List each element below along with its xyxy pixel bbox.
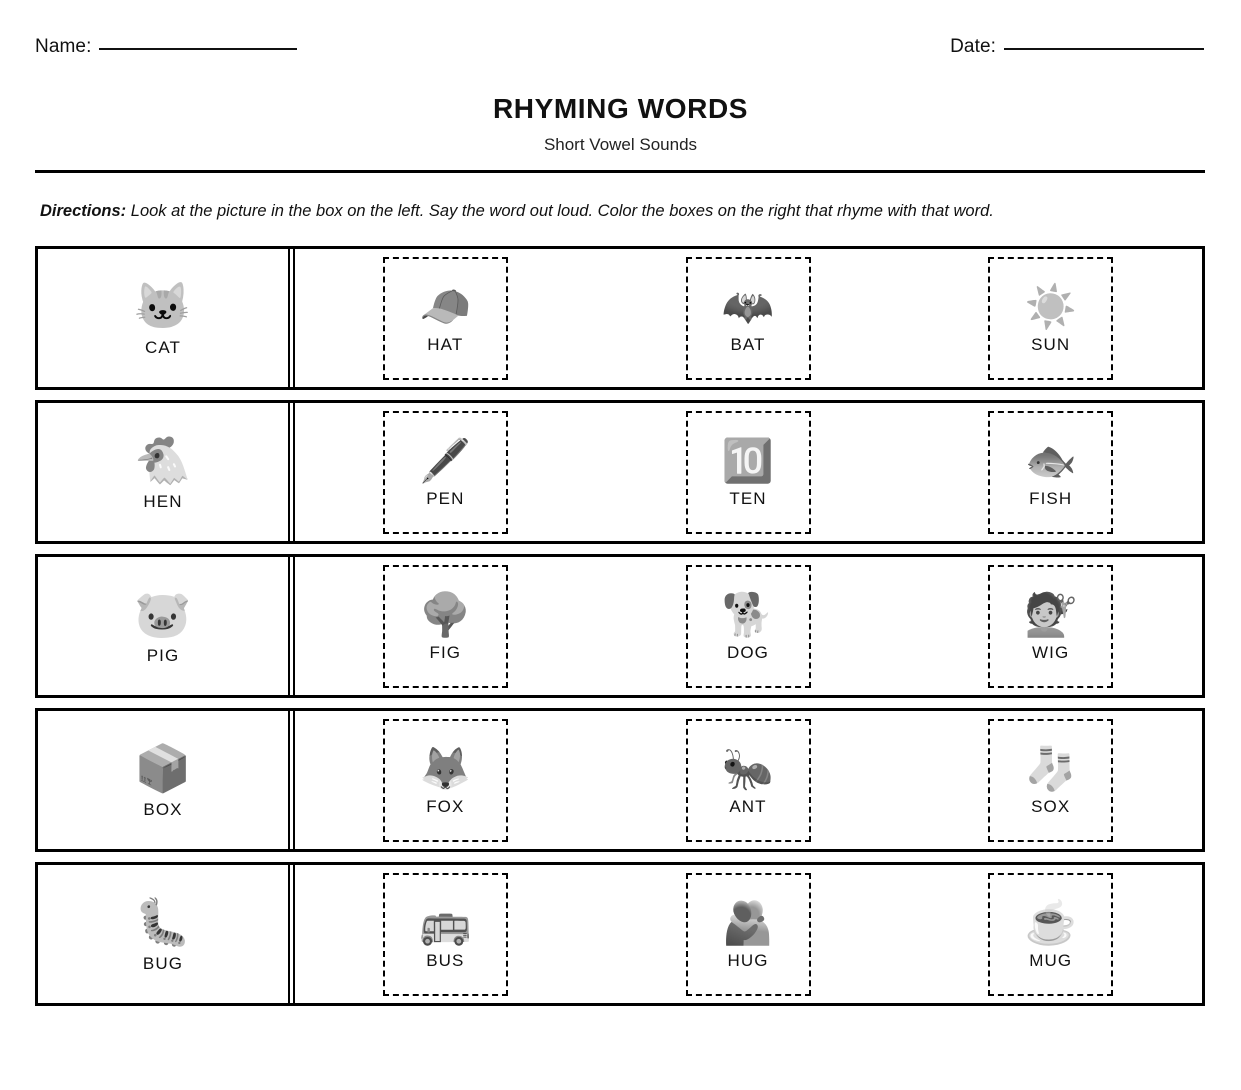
choice-word: FOX xyxy=(426,797,465,816)
cat-face-icon: 🐱 xyxy=(134,280,192,332)
choice-box[interactable] xyxy=(686,719,811,842)
date-field[interactable] xyxy=(950,36,1204,58)
choice-word: SUN xyxy=(1031,335,1071,354)
fish-icon: 🐟 xyxy=(1024,437,1077,484)
haircut-icon: 💇 xyxy=(1024,591,1077,638)
billed-cap-icon: 🧢 xyxy=(419,283,472,330)
option-slot xyxy=(597,873,900,996)
directions xyxy=(40,200,1210,222)
ant-icon: 🐜 xyxy=(721,745,775,792)
choice-word: PEN xyxy=(426,489,465,508)
choice-box[interactable] xyxy=(383,565,508,688)
option-slot xyxy=(294,411,597,534)
caterpillar-bug-icon: 🐛 xyxy=(134,896,192,948)
worksheet-row xyxy=(35,862,1205,1006)
worksheet-row xyxy=(35,400,1205,544)
page-subtitle: Short Vowel Sounds xyxy=(543,135,698,154)
option-slot xyxy=(899,719,1202,842)
prompt-cell xyxy=(38,557,288,695)
choice-box[interactable] xyxy=(383,411,508,534)
option-slot xyxy=(597,411,900,534)
package-box-icon: 📦 xyxy=(134,742,192,794)
tree-icon: 🌳 xyxy=(419,591,472,638)
choice-word: TEN xyxy=(729,489,767,508)
choice-word: BUS xyxy=(426,951,465,970)
prompt-cell xyxy=(38,403,288,541)
keycap-ten-icon: 🔟 xyxy=(721,437,775,484)
choice-box[interactable] xyxy=(988,565,1113,688)
choice-box[interactable] xyxy=(686,873,811,996)
choice-box[interactable] xyxy=(383,873,508,996)
prompt-cell xyxy=(38,711,288,849)
choice-box[interactable] xyxy=(988,873,1113,996)
fox-face-icon: 🦊 xyxy=(419,745,472,792)
choice-word: FISH xyxy=(1029,489,1073,508)
prompt-item xyxy=(134,432,191,512)
prompt-cell xyxy=(38,865,288,1003)
choice-word: BAT xyxy=(730,335,766,354)
directions-label: Directions: xyxy=(40,202,127,220)
choice-box[interactable] xyxy=(686,411,811,534)
options-cell xyxy=(294,403,1202,541)
name-field[interactable] xyxy=(35,36,297,58)
choice-word: FIG xyxy=(429,643,462,662)
option-slot xyxy=(899,873,1202,996)
options-cell xyxy=(294,249,1202,387)
socks-icon: 🧦 xyxy=(1024,745,1077,792)
choice-box[interactable] xyxy=(988,411,1113,534)
dog-icon: 🐕 xyxy=(721,591,775,638)
name-date-row xyxy=(35,36,1206,66)
prompt-word: BOX xyxy=(143,800,183,819)
prompt-cell xyxy=(38,249,288,387)
option-slot xyxy=(899,257,1202,380)
worksheet-row xyxy=(35,708,1205,852)
hot-beverage-mug-icon: ☕ xyxy=(1024,899,1077,946)
option-slot xyxy=(899,565,1202,688)
choice-box[interactable] xyxy=(686,257,811,380)
option-slot xyxy=(294,719,597,842)
name-label: Name: xyxy=(35,36,92,57)
choice-box[interactable] xyxy=(686,565,811,688)
page-title: RHYMING WORDS xyxy=(492,93,749,124)
chicken-icon: 🐔 xyxy=(134,434,192,486)
choice-box[interactable] xyxy=(988,257,1113,380)
prompt-word: CAT xyxy=(144,338,182,357)
title-divider xyxy=(35,170,1205,173)
option-slot xyxy=(294,873,597,996)
worksheet-rows xyxy=(35,246,1205,1006)
prompt-word: HEN xyxy=(143,492,183,511)
choice-box[interactable] xyxy=(383,719,508,842)
choice-word: WIG xyxy=(1032,643,1070,662)
bus-icon: 🚌 xyxy=(419,899,472,946)
option-slot xyxy=(294,257,597,380)
option-slot xyxy=(597,257,900,380)
bat-icon: 🦇 xyxy=(721,283,775,330)
date-write-line[interactable] xyxy=(1004,47,1204,50)
option-slot xyxy=(294,565,597,688)
prompt-item xyxy=(134,586,191,666)
date-label: Date: xyxy=(950,36,996,57)
pig-face-icon: 🐷 xyxy=(134,588,192,640)
choice-word: DOG xyxy=(726,643,770,662)
people-hugging-icon: 🫂 xyxy=(721,899,775,946)
sun-icon: ☀️ xyxy=(1024,283,1077,330)
choice-word: ANT xyxy=(729,797,767,816)
option-slot xyxy=(899,411,1202,534)
prompt-item xyxy=(134,894,191,974)
option-slot xyxy=(597,565,900,688)
directions-text: Look at the picture in the box on the left. Say the word out loud. Color the boxes on the right that rhyme with that word. xyxy=(126,202,994,220)
prompt-word: BUG xyxy=(142,954,184,973)
options-cell xyxy=(294,711,1202,849)
prompt-item xyxy=(134,740,191,820)
choice-word: SOX xyxy=(1031,797,1071,816)
options-cell xyxy=(294,557,1202,695)
choice-box[interactable] xyxy=(988,719,1113,842)
name-write-line[interactable] xyxy=(99,47,297,50)
choice-word: HAT xyxy=(427,335,464,354)
choice-word: HUG xyxy=(727,951,769,970)
worksheet-row xyxy=(35,246,1205,390)
prompt-word: PIG xyxy=(146,646,180,665)
title-block xyxy=(0,92,1241,156)
choice-box[interactable] xyxy=(383,257,508,380)
choice-word: MUG xyxy=(1029,951,1073,970)
option-slot xyxy=(597,719,900,842)
prompt-item xyxy=(134,278,191,358)
options-cell xyxy=(294,865,1202,1003)
fountain-pen-icon: 🖋️ xyxy=(419,437,472,484)
worksheet-row xyxy=(35,554,1205,698)
